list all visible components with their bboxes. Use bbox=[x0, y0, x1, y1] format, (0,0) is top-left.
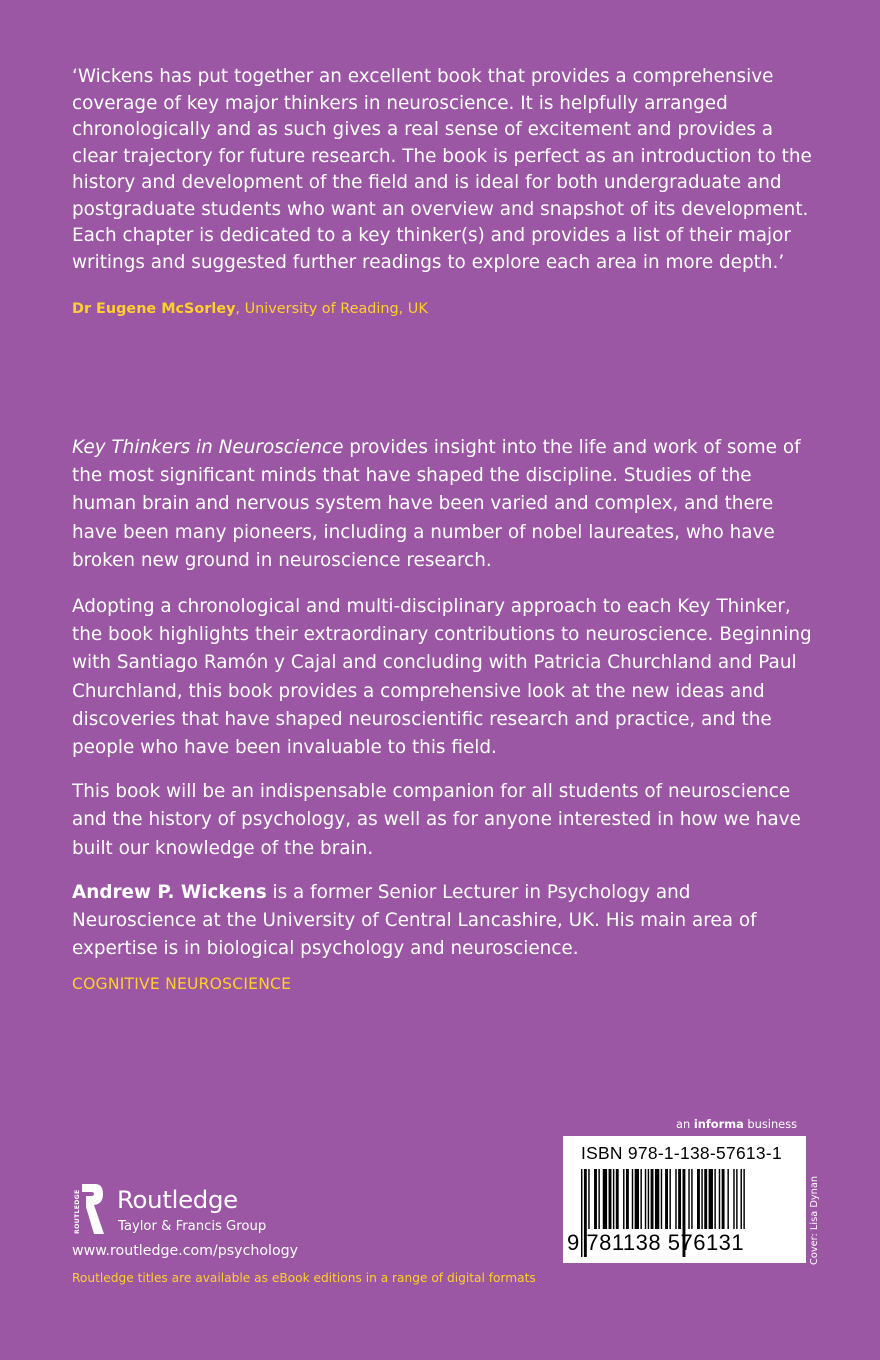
barcode-bar bbox=[594, 1169, 597, 1229]
author-bio bbox=[72, 879, 812, 964]
informa-prefix: an bbox=[676, 1117, 694, 1131]
barcode-bar bbox=[655, 1169, 659, 1229]
cover-credit: Cover: Lisa Dynan bbox=[809, 1175, 820, 1265]
logo-vertical-text: ROUTLEDGE bbox=[74, 1189, 81, 1234]
endorsement-author: Dr Eugene McSorley bbox=[72, 301, 236, 317]
barcode-bar bbox=[661, 1169, 662, 1229]
barcode-bar bbox=[598, 1169, 599, 1229]
isbn-barcode bbox=[563, 1136, 806, 1263]
isbn-label: ISBN 978-1-138-57613-1 bbox=[581, 1143, 782, 1163]
barcode-bar bbox=[623, 1169, 624, 1229]
barcode-bar bbox=[704, 1169, 707, 1229]
barcode-bar bbox=[603, 1169, 607, 1229]
book-description bbox=[72, 434, 812, 979]
barcode-bar bbox=[613, 1169, 614, 1229]
author-bio-text: is a former Senior Lecturer in Psychology and Neuroscience at the University of Central Lancashire, UK. His main area of expertise is in biological psychology and neuroscience. bbox=[72, 881, 757, 960]
endorsement-affiliation: , University of Reading, UK bbox=[235, 301, 428, 317]
barcode-bar bbox=[675, 1169, 676, 1229]
subject-category: COGNITIVE NEUROSCIENCE bbox=[72, 975, 292, 993]
barcode-bar bbox=[688, 1169, 689, 1229]
endorsement-quote: ‘Wickens has put together an excellent book that provides a comprehensive coverage of key major thinkers in neuroscience. It is helpfully arranged chronologically and as such gives a real sense of excitement and provides a clear trajectory for future research. The book is perfect as an introduction to the history and development of the field and is ideal for both undergraduate and postgraduate students who want an overview and snapshot of its development. Each chapter is dedicated to a key thinker(s) and provides a list of their major writings and suggested further readings to explore each area in more depth.’ bbox=[72, 66, 812, 273]
barcode-bar bbox=[645, 1169, 646, 1229]
barcode-bar bbox=[616, 1169, 619, 1229]
book-title: Key Thinkers in Neuroscience bbox=[72, 437, 344, 458]
barcode-bar bbox=[714, 1169, 715, 1229]
barcode-bar bbox=[678, 1169, 681, 1229]
author-name: Andrew P. Wickens bbox=[72, 881, 267, 903]
publisher-group: Taylor & Francis Group bbox=[118, 1219, 267, 1234]
barcode-bar bbox=[588, 1169, 589, 1229]
barcode-bar bbox=[640, 1169, 641, 1229]
barcode-bar bbox=[669, 1169, 670, 1229]
ebook-note: Routledge titles are available as eBook editions in a range of digital formats bbox=[72, 1271, 536, 1285]
barcode-bar bbox=[733, 1169, 734, 1229]
barcode-bar bbox=[691, 1169, 692, 1229]
barcode-bar bbox=[626, 1169, 629, 1229]
description-paragraph-1 bbox=[72, 434, 812, 575]
barcode-bar bbox=[648, 1169, 649, 1229]
barcode-bar bbox=[722, 1169, 725, 1229]
barcode-bar bbox=[709, 1169, 713, 1229]
barcode-bar bbox=[632, 1169, 633, 1229]
publisher-website[interactable]: www.routledge.com/psychology bbox=[72, 1243, 299, 1259]
barcode-bar bbox=[743, 1169, 744, 1229]
barcode-bar bbox=[651, 1169, 654, 1229]
informa-suffix: business bbox=[743, 1117, 798, 1131]
description-paragraph-1-text: provides insight into the life and work of some of the most significant minds that have shaped the discipline. Studies of the human brain and nervous system have been varied and complex, and there have been many pioneers, including a number of nobel laureates, who have broken new ground in neuroscience research. bbox=[72, 437, 801, 571]
routledge-logo-icon bbox=[70, 1182, 104, 1236]
informa-bold: informa bbox=[693, 1117, 744, 1131]
barcode-bar bbox=[736, 1169, 737, 1229]
description-paragraph-3: This book will be an indispensable companion for all students of neuroscience and the history of psychology, as well as for anyone interested in how we have built our knowledge of the brain. bbox=[72, 781, 801, 859]
isbn-digits: 9 781138 576131 bbox=[567, 1230, 745, 1255]
informa-business-tag bbox=[676, 1117, 797, 1131]
barcode-bar bbox=[635, 1169, 639, 1229]
publisher-name: Routledge bbox=[117, 1185, 238, 1214]
barcode-bar bbox=[727, 1169, 728, 1229]
barcode-bar bbox=[665, 1169, 668, 1229]
description-paragraph-2: Adopting a chronological and multi-disciplinary approach to each Key Thinker, the book highlights their extraordinary contributions to neuroscience. Beginning with Santiago Ramón y Cajal and concluding with Patricia Churchland and Paul Churchland, this book provides a comprehensive look at the new ideas and discoveries that have shaped neuroscientific research and practice, and the people who have been invaluable to this field. bbox=[72, 596, 812, 759]
barcode-bar bbox=[719, 1169, 720, 1229]
barcode-bar bbox=[609, 1169, 612, 1229]
barcode-bar bbox=[697, 1169, 700, 1229]
barcode-bar bbox=[701, 1169, 702, 1229]
barcode-bar bbox=[741, 1169, 742, 1229]
endorsement-attribution bbox=[72, 301, 428, 317]
